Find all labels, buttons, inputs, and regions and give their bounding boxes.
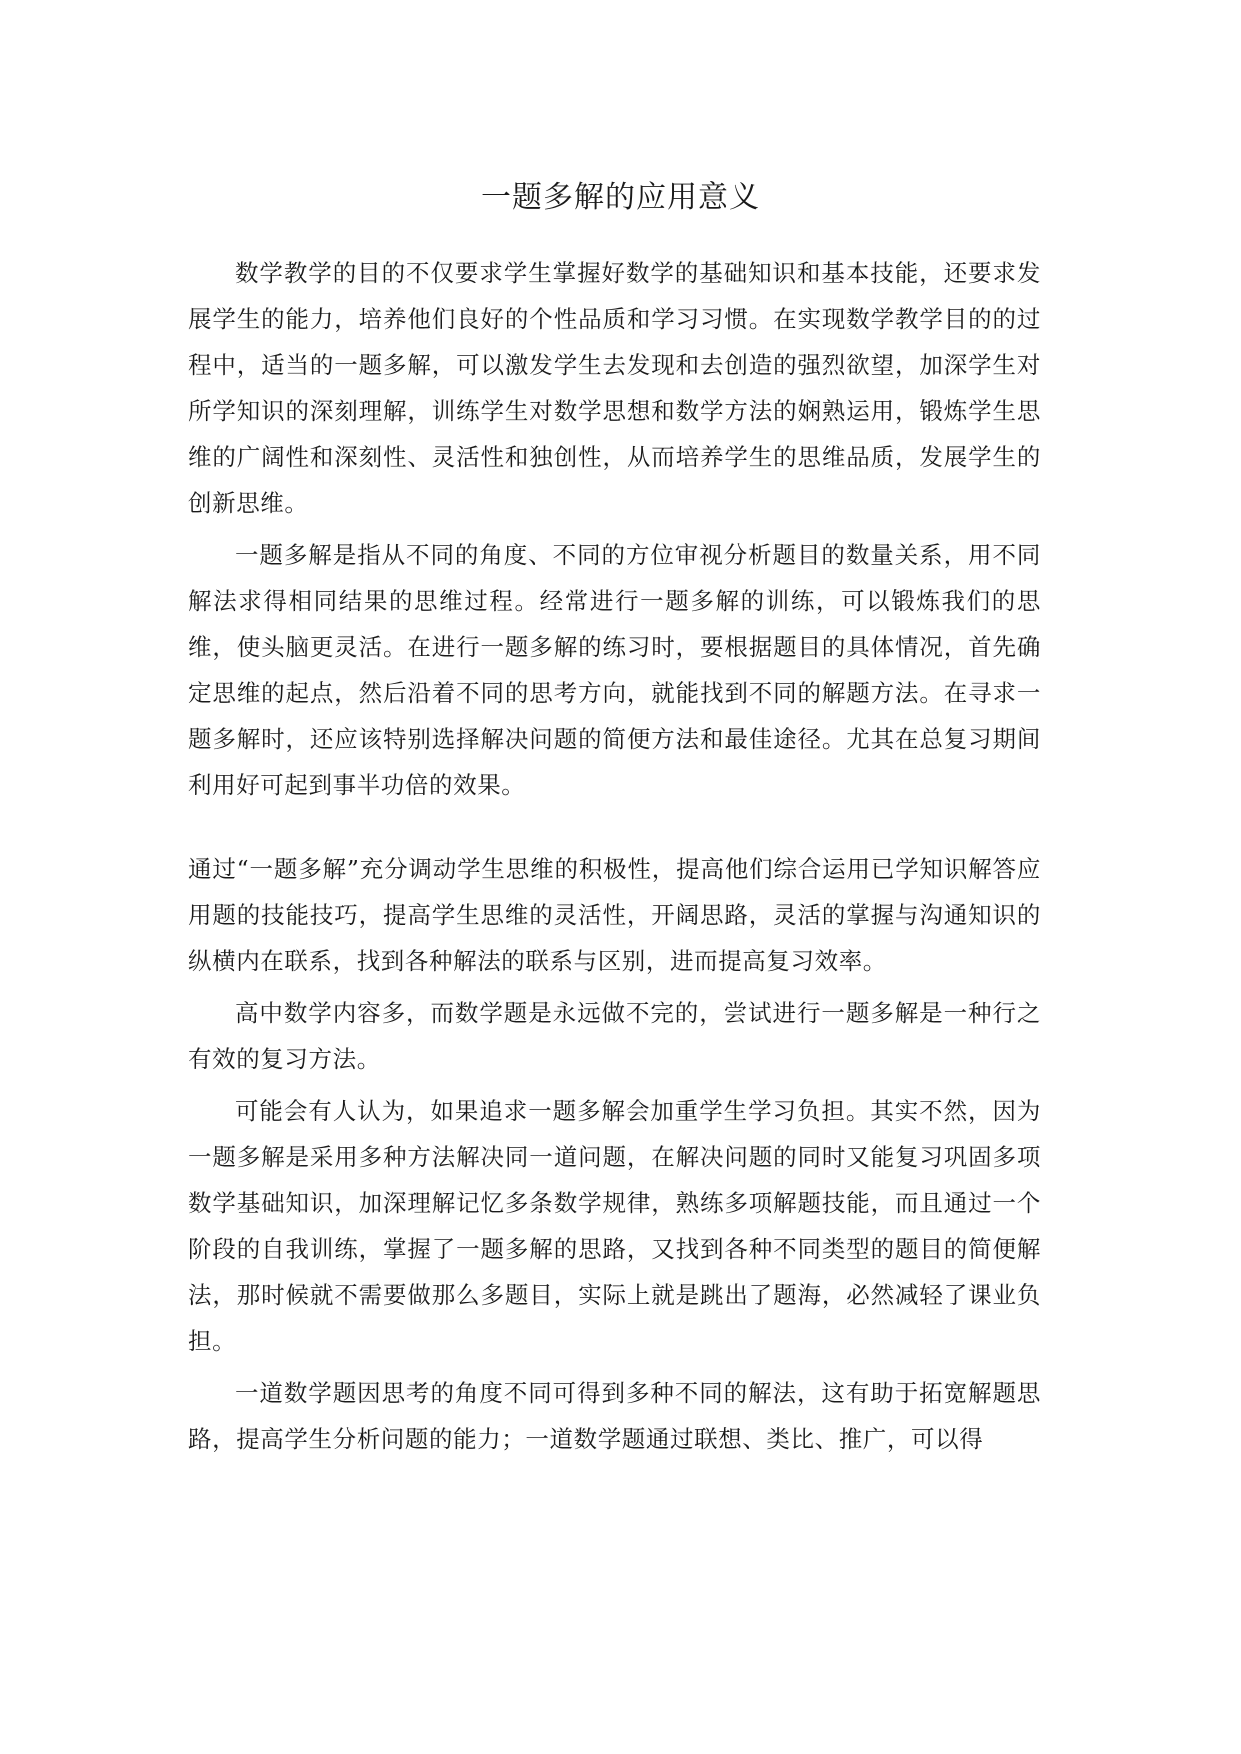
paragraph-review-method: 高中数学内容多，而数学题是永远做不完的，尝试进行一题多解是一种行之有效的复习方法。: [188, 999, 1041, 1073]
paragraph-definition: 一题多解是指从不同的角度、不同的方位审视分析题目的数量关系，用不同解法求得相同结果的思维过程。经常进行一题多解的训练，可以锻炼我们的思维，使头脑更灵活。在进行一题多解的练习时，要根据题目的具体情况，首先确定思维的起点，然后沿着不同的思考方向，就能找到不同的解题方法。在寻求一题多解时，还应该特别选择解决问题的简便方法和最佳途径。尤其在总复习期间利用好可起到事半功倍的效果。: [188, 541, 1041, 799]
paragraph-burden: 可能会有人认为，如果追求一题多解会加重学生学习负担。其实不然，因为一题多解是采用多种方法解决同一道问题，在解决问题的同时又能复习巩固多项数学基础知识，加深理解记忆多条数学规律，熟练多项解题技能，而且通过一个阶段的自我训练，掌握了一题多解的思路，又找到各种不同类型的题目的简便解法，那时候就不需要做那么多题目，实际上就是跳出了题海，必然减轻了课业负担。: [188, 1097, 1041, 1355]
paragraph-benefits: 通过“一题多解”充分调动学生思维的积极性，提高他们综合运用已学知识解答应用题的技能技巧，提高学生思维的灵活性，开阔思路，灵活的掌握与沟通知识的纵横内在联系，找到各种解法的联系与区别，进而提高复习效率。: [188, 855, 1041, 975]
document-body: [188, 250, 1041, 1468]
document-title: 一题多解的应用意义: [481, 180, 760, 215]
paragraph-teaching-goals: 数学教学的目的不仅要求学生掌握好数学的基础知识和基本技能，还要求发展学生的能力，培养他们良好的个性品质和学习习惯。在实现数学教学目的的过程中，适当的一题多解，可以激发学生去发现和去创造的强烈欲望，加深学生对所学知识的深刻理解，训练学生对数学思想和数学方法的娴熟运用，锻炼学生思维的广阔性和深刻性、灵活性和独创性，从而培养学生的思维品质，发展学生的创新思维。: [188, 259, 1041, 517]
paragraph-multiple-solutions: 一道数学题因思考的角度不同可得到多种不同的解法，这有助于拓宽解题思路，提高学生分析问题的能力；一道数学题通过联想、类比、推广，可以得: [188, 1379, 1041, 1453]
